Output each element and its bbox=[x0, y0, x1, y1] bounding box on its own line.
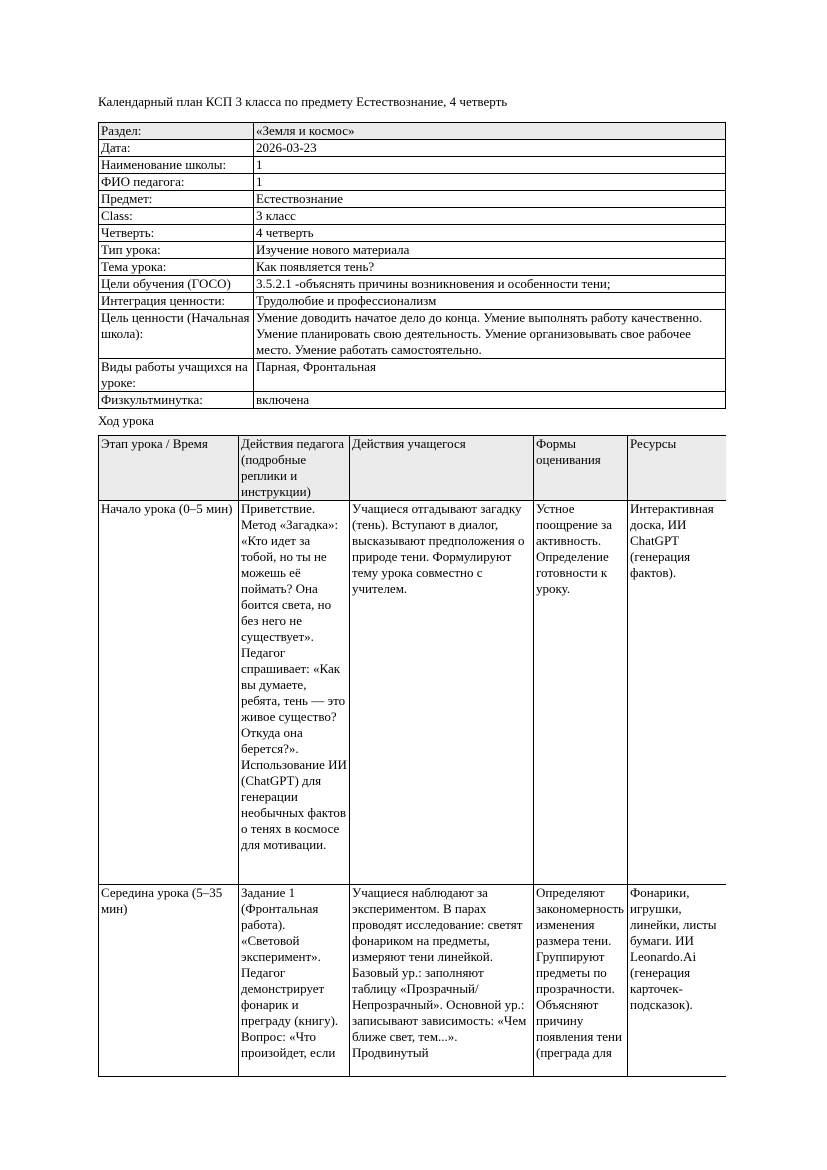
lesson-header-row bbox=[99, 436, 727, 501]
info-value: 2026-03-23 bbox=[254, 140, 726, 157]
info-row-quarter bbox=[99, 225, 726, 242]
info-label: Наименование школы: bbox=[99, 157, 254, 174]
lesson-row-middle bbox=[99, 884, 727, 1076]
info-label: Цель ценности (Начальная школа): bbox=[99, 310, 254, 359]
info-value: Естествознание bbox=[254, 191, 726, 208]
info-row-teacher-name bbox=[99, 174, 726, 191]
info-label: Четверть: bbox=[99, 225, 254, 242]
info-value: Парная, Фронтальная bbox=[254, 359, 726, 392]
lesson-info-table bbox=[98, 122, 726, 409]
info-value: Как появляется тень? bbox=[254, 259, 726, 276]
info-row-school bbox=[99, 157, 726, 174]
cell-student-actions: Учащиеся отгадывают загадку (тень). Вступают в диалог, высказывают предположения о природе тени. Формулируют тему урока совместно с учителем. bbox=[350, 501, 534, 885]
info-label: Тип урока: bbox=[99, 242, 254, 259]
info-row-phys-minute bbox=[99, 392, 726, 409]
info-label: Предмет: bbox=[99, 191, 254, 208]
info-row-values-integration bbox=[99, 293, 726, 310]
section-heading: Ход урока bbox=[98, 413, 154, 428]
info-label: Дата: bbox=[99, 140, 254, 157]
lesson-flow-table bbox=[98, 435, 726, 1077]
cell-assessment: Определяют закономерность изменения размера тени. Группируют предметы по прозрачности. Объясняют причину появления тени (преграда для bbox=[534, 884, 628, 1076]
cell-teacher-actions: Приветствие. Метод «Загадка»: «Кто идет за тобой, но ты не можешь её поймать? Она боится света, но без него не существует». Педагог спрашивает: «Как вы думаете, ребята, тень — это живое существо? Откуда она берется?». Использование ИИ (ChatGPT) для генерации необычных фактов о тенях в космосе для мотивации. bbox=[239, 501, 350, 885]
cell-resources: Фонарики, игрушки, линейки, листы бумаги. ИИ Leonardo.Ai (генерация карточек-подсказок). bbox=[628, 884, 727, 1076]
info-value: Трудолюбие и профессионализм bbox=[254, 293, 726, 310]
info-value: Умение доводить начатое дело до конца. Умение выполнять работу качественно. Умение планировать свою деятельность. Умение организовывать свое рабочее место. Умение работать самостоятельно. bbox=[254, 310, 726, 359]
lesson-flow-table-clip bbox=[98, 435, 726, 1077]
info-value: 1 bbox=[254, 157, 726, 174]
info-row-lesson-topic bbox=[99, 259, 726, 276]
header-teacher-actions: Действия педагога (подробные реплики и инструкции) bbox=[239, 436, 350, 501]
cell-resources: Интерактивная доска, ИИ ChatGPT (генерация фактов). bbox=[628, 501, 727, 885]
cell-student-actions: Учащиеся наблюдают за экспериментом. В парах проводят исследование: светят фонариком на предметы, измеряют тени линейкой. Базовый ур.: заполняют таблицу «Прозрачный/Непрозрачный». Основной ур.: записывают зависимость: «Чем ближе свет, тем...». Продвинутый bbox=[350, 884, 534, 1076]
info-label: Виды работы учащихся на уроке: bbox=[99, 359, 254, 392]
info-row-value-goal bbox=[99, 310, 726, 359]
info-value: 3 класс bbox=[254, 208, 726, 225]
header-assessment: Формы оценивания bbox=[534, 436, 628, 501]
info-row-goals bbox=[99, 276, 726, 293]
cell-stage: Начало урока (0–5 мин) bbox=[99, 501, 239, 885]
info-value: «Земля и космос» bbox=[254, 123, 726, 140]
header-resources: Ресурсы bbox=[628, 436, 727, 501]
document-title: Календарный план КСП 3 класса по предмету Естествознание, 4 четверть bbox=[98, 94, 508, 109]
info-row-razdel bbox=[99, 123, 726, 140]
info-label: Тема урока: bbox=[99, 259, 254, 276]
lesson-row-start bbox=[99, 501, 727, 885]
header-stage: Этап урока / Время bbox=[99, 436, 239, 501]
info-label: Интеграция ценности: bbox=[99, 293, 254, 310]
info-label: Class: bbox=[99, 208, 254, 225]
info-value: 3.5.2.1 -объяснять причины возникновения и особенности тени; bbox=[254, 276, 726, 293]
info-value: включена bbox=[254, 392, 726, 409]
info-row-date bbox=[99, 140, 726, 157]
info-value: 4 четверть bbox=[254, 225, 726, 242]
info-value: 1 bbox=[254, 174, 726, 191]
info-label: ФИО педагога: bbox=[99, 174, 254, 191]
info-row-lesson-type bbox=[99, 242, 726, 259]
cell-assessment: Устное поощрение за активность. Определение готовности к уроку. bbox=[534, 501, 628, 885]
info-row-subject bbox=[99, 191, 726, 208]
info-label: Раздел: bbox=[99, 123, 254, 140]
info-row-work-types bbox=[99, 359, 726, 392]
info-row-class bbox=[99, 208, 726, 225]
info-label: Цели обучения (ГОСО) bbox=[99, 276, 254, 293]
cell-teacher-actions: Задание 1 (Фронтальная работа). «Световой эксперимент». Педагог демонстрирует фонарик и преграду (книгу). Вопрос: «Что произойдет, если bbox=[239, 884, 350, 1076]
info-label: Физкультминутка: bbox=[99, 392, 254, 409]
cell-stage: Середина урока (5–35 мин) bbox=[99, 884, 239, 1076]
header-student-actions: Действия учащегося bbox=[350, 436, 534, 501]
info-value: Изучение нового материала bbox=[254, 242, 726, 259]
